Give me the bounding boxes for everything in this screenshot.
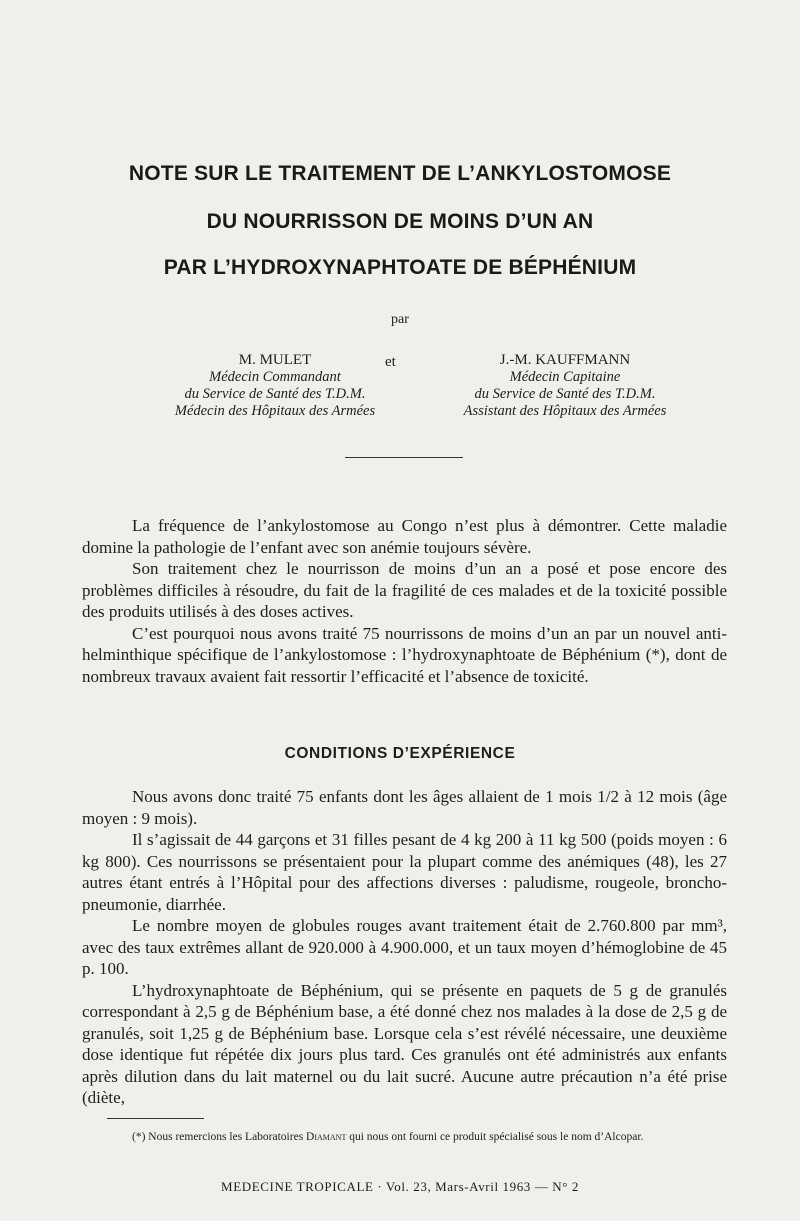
author-2-hospital: Assistant des Hôpitaux des Armées (463, 403, 667, 419)
footnote (82, 1130, 727, 1144)
author-2-name: J.-M. KAUFFMANN (499, 352, 631, 368)
footnote-text-before: (*) Nous remercions les Laboratoires (132, 1131, 307, 1143)
byline-par: par (391, 312, 409, 327)
author-2-service: du Service de Santé des T.D.M. (474, 386, 656, 402)
author-2 (415, 352, 715, 420)
intro-paragraph-2: Son traitement chez le nourrisson de moins d’un an a posé et pose encore des problèmes difficiles à résoudre, du fait de la fragilité de ces malades et de la toxicité possible des produits utilisés à des doses actives. (82, 559, 727, 621)
author-1 (150, 352, 400, 420)
author-1-rank: Médecin Commandant (209, 369, 341, 385)
author-conjunction: et (385, 354, 396, 370)
intro-paragraph-1: La fréquence de l’ankylostomose au Congo n’est plus à démontrer. Cette maladie domine la pathologie de l’enfant avec son anémie toujours sévère. (82, 516, 727, 557)
header-divider (345, 457, 463, 458)
author-1-name: M. MULET (238, 352, 312, 368)
body-paragraph-4: L’hydroxynaphtoate de Béphénium, qui se présente en paquets de 5 g de granulés correspondant à 2,5 g de Béphénium base, a été donné chez nos malades à la dose de 2,5 g de granulés, soit 1,25 g de Béphénium base. Lorsque cela s’est révélé nécessaire, une deuxième dose identique fut répétée dix jours plus tard. Ces granulés ont été administrés aux enfants après dilution dans du lait maternel ou du lait sucré. Aucune autre précaution n’a été prise (diète, (82, 980, 727, 1107)
author-1-service: du Service de Santé des T.D.M. (184, 386, 366, 402)
section-body (82, 786, 727, 1109)
introduction (82, 515, 727, 687)
body-paragraph-3: Le nombre moyen de globules rouges avant traitement était de 2.760.800 par mm³, avec des taux extrêmes allant de 920.000 à 4.900.000, et un taux moyen d’hémoglobine de 45 p. 100. (82, 916, 727, 978)
article-title-line-1: NOTE SUR LE TRAITEMENT DE L’ANKYLOSTOMOSE (128, 162, 672, 185)
author-1-hospital: Médecin des Hôpitaux des Armées (174, 403, 376, 419)
article-title-line-2: DU NOURRISSON DE MOINS D’UN AN (206, 210, 594, 233)
body-paragraph-2: Il s’agissait de 44 garçons et 31 filles pesant de 4 kg 200 à 11 kg 500 (poids moyen : 6 kg 800). Ces nourrissons se présentaient pour la plupart comme des anémiques (48), les 27 autres étant entrés à l’Hôpital pour des affections diverses : paludisme, rougeole, broncho-pneumonie, diarrhée. (82, 830, 727, 914)
footnote-divider (107, 1118, 204, 1119)
author-2-rank: Médecin Capitaine (509, 369, 621, 385)
intro-paragraph-3: C’est pourquoi nous avons traité 75 nourrissons de moins d’un an par un nouvel anti-helminthique spécifique de l’ankylostomose : l’hydroxynaphtoate de Béphénium (*), dont de nombreux travaux avaient fait ressortir l’efficacité et l’absence de toxicité. (82, 623, 727, 686)
body-paragraph-1: Nous avons donc traité 75 enfants dont les âges allaient de 1 mois 1/2 à 12 mois (âge moyen : 9 mois). (82, 787, 727, 828)
footnote-brand: Diamant (306, 1131, 347, 1143)
article-title-line-3: PAR L’HYDROXYNAPHTOATE DE BÉPHÉNIUM (163, 256, 637, 279)
footnote-text-after: qui nous ont fourni ce produit spécialisé sous le nom d’Alcopar. (346, 1131, 644, 1143)
journal-footer: MEDECINE TROPICALE · Vol. 23, Mars-Avril 1963 — N° 2 (221, 1179, 579, 1194)
section-heading: CONDITIONS D’EXPÉRIENCE (284, 745, 516, 762)
